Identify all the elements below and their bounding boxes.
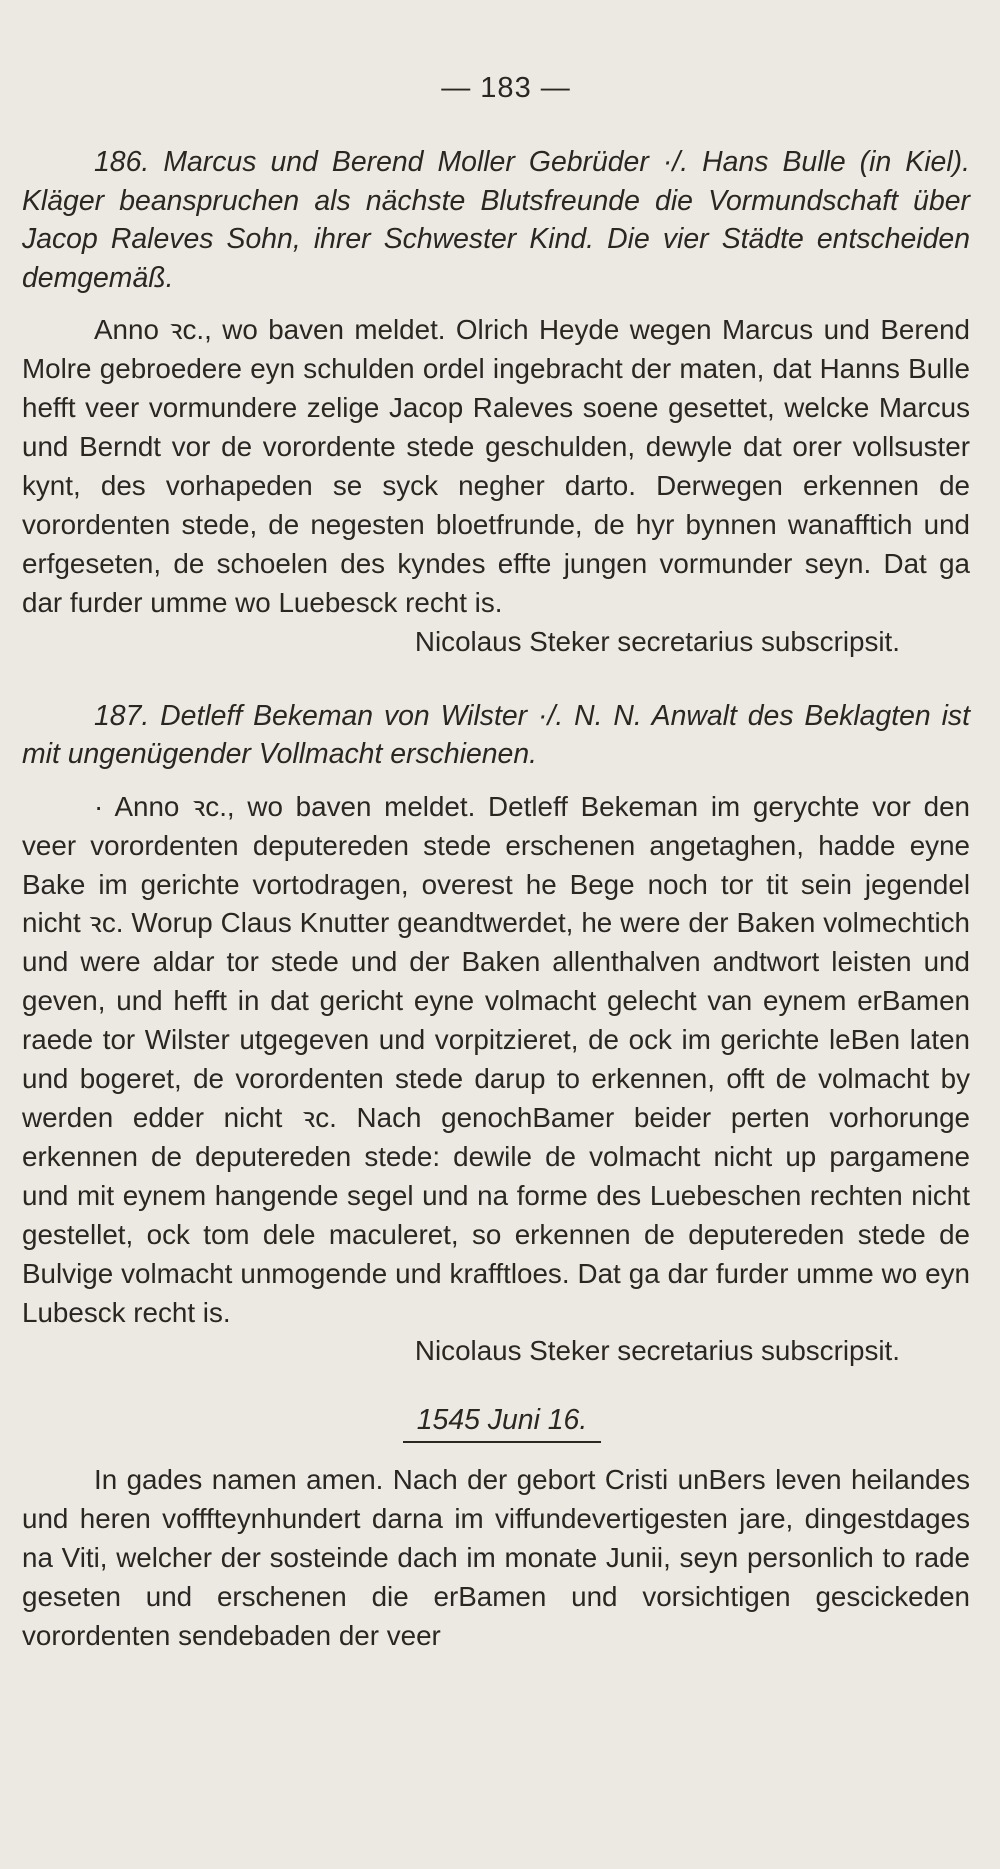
entry-186 [22, 143, 970, 662]
entry-body: · Anno ꝛc., wo baven meldet. Detleff Bekeman im gerychte vor den veer vorordenten deputereden stede erschenen angetaghen, hadde eyne Bake im gerichte vortodragen, overest he Bege noch tor tit sein jegendel nicht ꝛc. Worup Claus Knutter geandtwerdet, he were der Baken volmechtich und were aldar tor stede und der Baken allenthalven andtwort leisten und geven, und hefft in dat gericht eyne volmacht gelecht van eynem erBamen raede tor Wilster utgegeven und vorpitzieret, de ock im gerichte leBen laten und bogeret, de vorordenten stede darup to erkennen, offt de volmacht by werden edder nicht ꝛc. Nach genochBamer beider perten vorhorunge erkennen de deputereden stede: dewile de volmacht nicht up pargamene und mit eynem hangende segel und na forme des Luebeschen rechten nicht gestellet, ock tom dele maculeret, so erkennen de deputereden stede de Bulvige volmacht unmogende und krafftloes. Dat ga dar furder umme wo eyn Lubesck recht is. [22, 790, 970, 1328]
entry-signature: Nicolaus Steker secretarius subscripsit. [414, 1335, 900, 1367]
entry-187 [22, 697, 970, 1372]
entry-heading: 186. Marcus und Berend Moller Gebrüder ·/. Hans Bulle (in Kiel). Kläger beanspruchen als nächste Blutsfreunde die Vormundschaft über Jacop Raleves Sohn, ihrer Schwester Kind. Die vier Städte entscheiden demgemäß. [22, 146, 970, 294]
entry-heading: 187. Detleff Bekeman von Wilster ·/. N. N. Anwalt des Beklagten ist mit ungenügender Vollmacht erschienen. [22, 699, 970, 771]
page-number: — 183 — [441, 72, 571, 104]
entry-signature: Nicolaus Steker secretarius subscripsit. [414, 625, 900, 657]
date-heading-text: 1545 Juni 16. [403, 1401, 601, 1443]
date-heading [22, 1401, 970, 1443]
entry-body: Anno ꝛc., wo baven meldet. Olrich Heyde wegen Marcus und Berend Molre gebroedere eyn schulden ordel ingebracht der maten, dat Hanns Bulle hefft veer vormundere zelige Jacop Raleves soene gesettet, welcke Marcus und Berndt vor de vorordente stede geschulden, dewyle dat orer vollsuster kynt, des vorhapeden se syck negher darto. Derwegen erkennen de vorordenten stede, de negesten bloetfrunde, de hyr bynnen wanafftich und erfgeseten, de schoelen des kyndes effte jungen vormunder seyn. Dat ga dar furder umme wo Luebesck recht is. [22, 314, 970, 618]
final-paragraph: In gades namen amen. Nach der gebort Cristi unBers leven heilandes und heren vofffteynhundert darna im viffundevertigesten jare, dingestdages na Viti, welcher der sosteinde dach im monate Junii, seyn personlich to rade geseten und erschenen die erBamen und vorsichtigen gescickeden vorordenten sendebaden der veer [22, 1464, 970, 1651]
